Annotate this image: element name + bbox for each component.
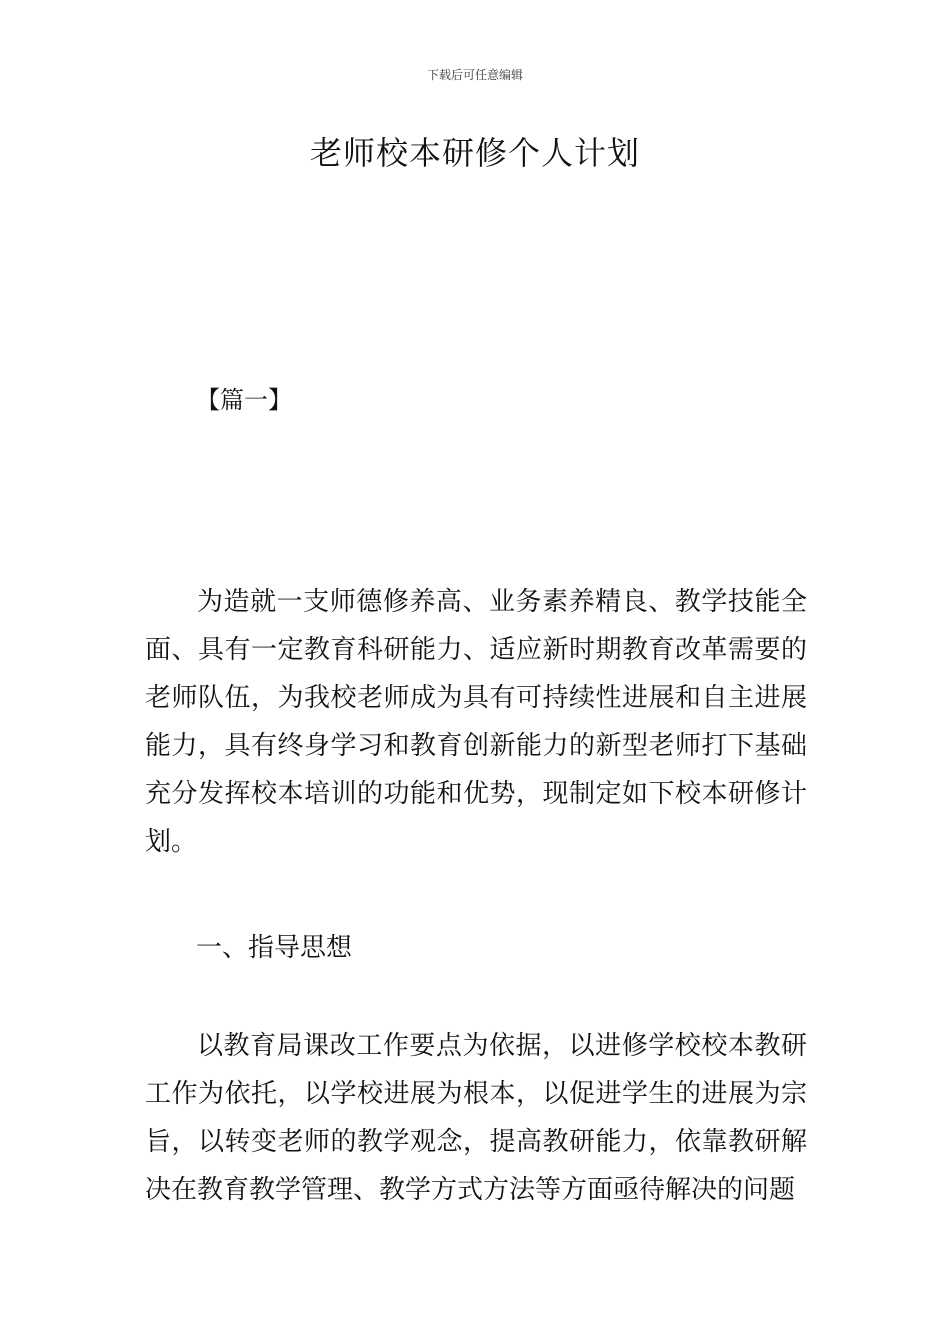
guiding-ideology-paragraph: 以教育局课改工作要点为依据，以进修学校校本教研工作为依托，以学校进展为根本，以促进学生的进展为宗旨，以转变老师的教学观念，提高教研能力，依靠教研解决在教育教学管理、教学方式方法等方面亟待解决的问题 xyxy=(145,1031,807,1205)
section-heading-guiding-ideology: 一、指导思想 xyxy=(196,933,353,963)
intro-paragraph: 为造就一支师德修养高、业务素养精良、教学技能全面、具有一定教育科研能力、适应新时期教育改革需要的老师队伍，为我校老师成为具有可持续性进展和自主进展能力，具有终身学习和教育创新能力的新型老师打下基础充分发挥校本培训的功能和优势，现制定如下校本研修计划。 xyxy=(145,587,807,857)
document-title: 老师校本研修个人计划 xyxy=(309,134,640,172)
page-header-note: 下载后可任意编辑 xyxy=(426,68,523,82)
section-tag: 【篇一】 xyxy=(196,386,292,414)
